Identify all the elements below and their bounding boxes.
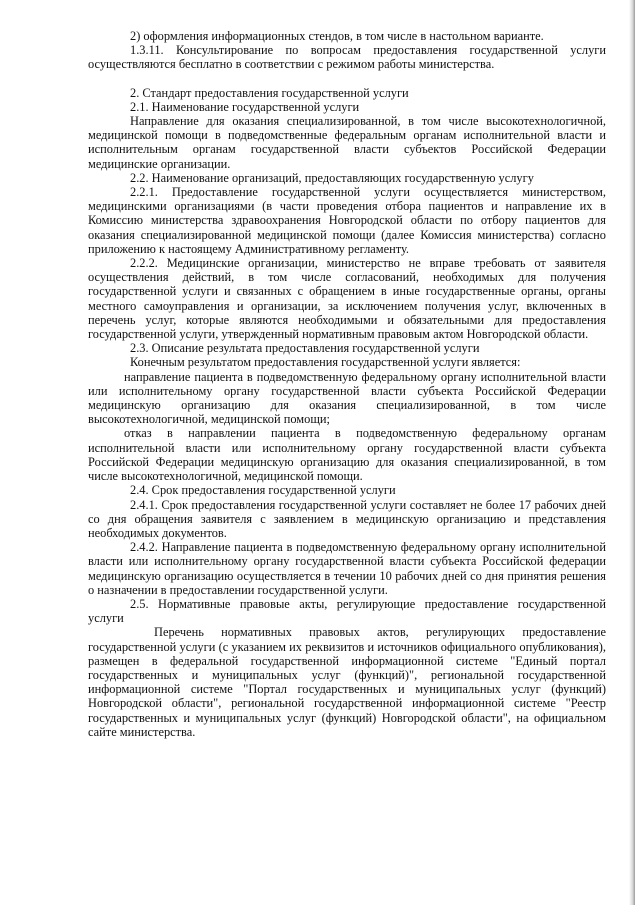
paragraph-2-4-2: 2.4.2. Направление пациента в подведомственную федеральному органу исполнительной власти или исполнительному органу государственной власти субъекта Российской федерации медицинскую организацию осуществляется в течении 10 рабочих дней со дня принятия решения о назначении в предоставлении государственной услуги. [88,540,606,597]
paragraph-2-3-intro: Конечным результатом предоставления государственной услуги является: [130,355,521,370]
paragraph-2-2-1: 2.2.1. Предоставление государственной услуги осуществляется министерством, медицинскими организациями (в части проведения отбора пациентов и направление их в Комиссию министерства здравоохранения Новгородской области по отбору пациентов для оказания специализированной медицинской помощи (далее Комиссия министерства) согласно приложению к настоящему Административному регламенту. [88,185,606,256]
subheading-2-5: 2.5. Нормативные правовые акты, регулирующие предоставление государственной услуги [88,596,606,626]
paragraph-2-3-refusal: отказ в направлении пациента в подведомственную федеральному органам исполнительной власти или исполнительному органу государственной власти субъекта Российской Федерации медицинскую организацию для оказания специализированной, в том числе высокотехнологичной, медицинской помощи. [88,426,606,484]
document-page [88,29,606,739]
paragraph-2-3-referral: направление пациента в подведомственную федеральному органу исполнительной власти или исполнительному органу государственной власти субъекта Российской Федерации медицинскую организацию для оказания специализированной, в том числе высокотехнологичной, медицинской помощи; [88,369,606,427]
subheading-2-4: 2.4. Срок предоставления государственной услуги [130,483,396,498]
subheading-2-2: 2.2. Наименование организаций, предоставляющих государственную услугу [130,170,534,185]
paragraph-2-1-body: Направление для оказания специализированной, в том числе высокотехнологичной, медицинской помощи в подведомственные федеральным органам исполнительной власти и исполнительным органам государственной власти субъектов Российской Федерации медицинские организации. [88,114,606,171]
paragraph-stands-item: 2) оформления информационных стендов, в том числе в настольном варианте. [130,29,544,43]
paragraph-2-2-2: 2.2.2. Медицинские организации, министерство не вправе требовать от заявителя осуществления действий, в том числе согласований, необходимых для получения государственной услуги и связанных с обращением в иные государственные органы, органы местного самоуправления и организации, за исключением получения услуг, включенных в перечень услуг, которые являются необходимыми и обязательными для предоставления государственной услуги, утвержденный нормативным правовым актом Новгородской области. [88,256,606,342]
subheading-2-3: 2.3. Описание результата предоставления государственной услуги [130,341,480,356]
paragraph-2-5-body: Перечень нормативных правовых актов, регулирующих предоставление государственной услуги (с указанием их реквизитов и источников официального опубликования), размещен в федеральной государственной информационной системе "Единый портал государственных и муниципальных услуг (функций)", региональной государственной информационной системе "Портал государственных и муниципальных услуг (функций) Новгородской области", региональной государственной информационной системе "Реестр государственных и муниципальных услуг (функций) Новгородской области", на официальном сайте министерства. [88,625,606,739]
paragraph-1-3-11: 1.3.11. Консультирование по вопросам предоставления государственной услуги осуществляются бесплатно в соответствии с режимом работы министерства. [88,43,606,72]
section-heading-2: 2. Стандарт предоставления государственной услуги [130,85,409,100]
scan-edge-shadow [629,0,635,905]
paragraph-2-4-1: 2.4.1. Срок предоставления государственной услуги составляет не более 17 рабочих дней со дня обращения заявителя с заявлением в медицинскую организацию и представления необходимых документов. [88,497,606,540]
subheading-2-1: 2.1. Наименование государственной услуги [130,99,360,114]
